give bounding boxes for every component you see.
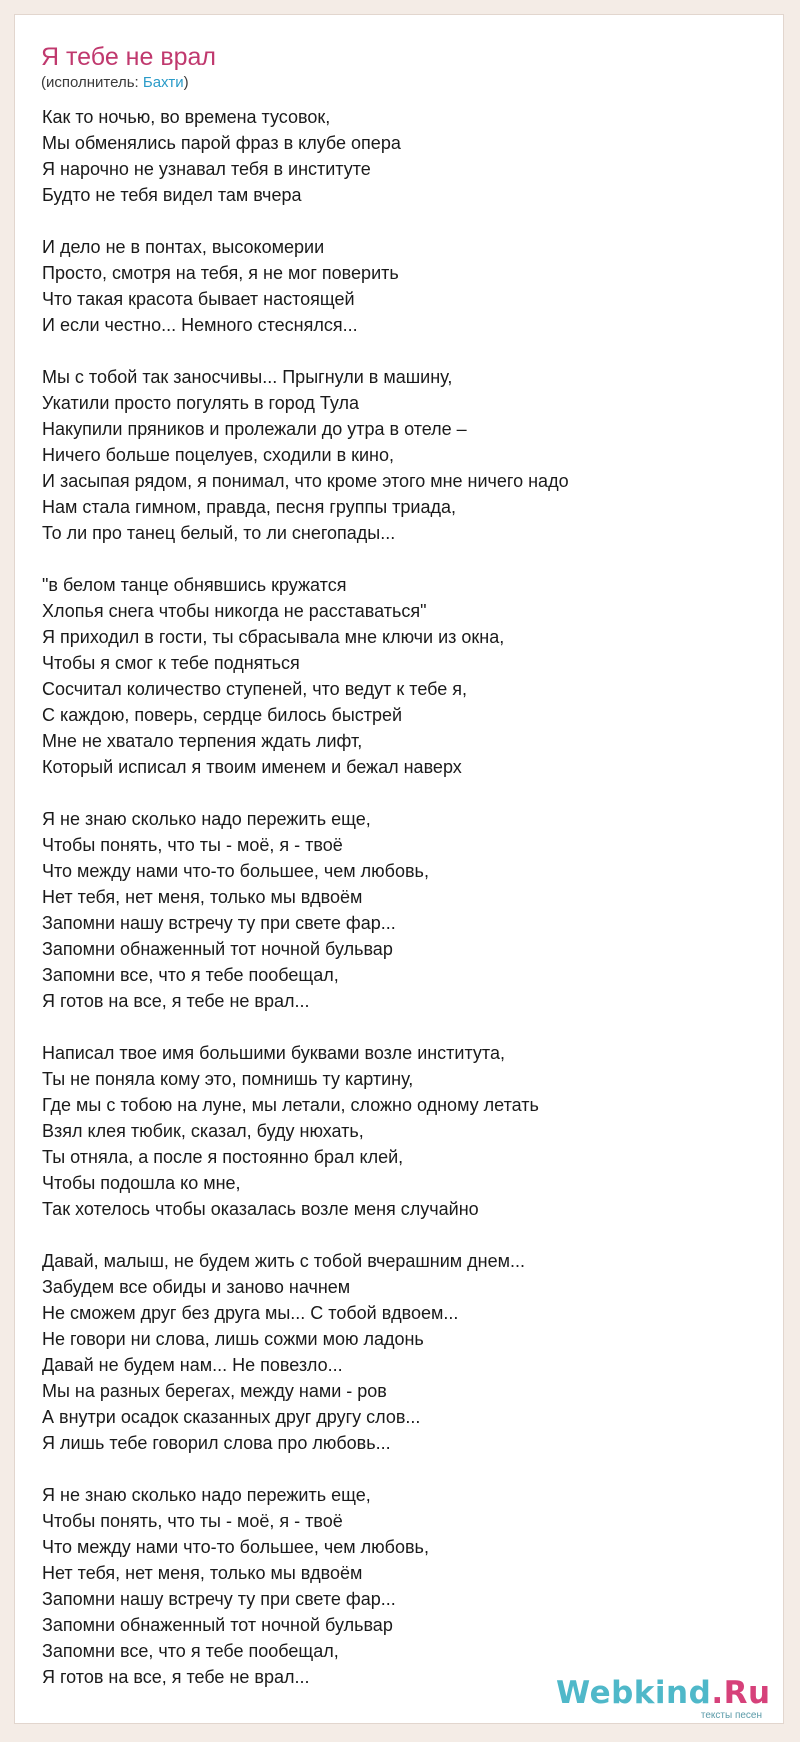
- stanza-break: [42, 780, 762, 806]
- lyric-line: Сосчитал количество ступеней, что ведут к тебе я,: [42, 679, 468, 699]
- logo-wordmark: [556, 1676, 771, 1710]
- stanza-break: [42, 208, 762, 234]
- lyric-line: Что между нами что-то большее, чем любовь,: [42, 1537, 429, 1557]
- lyric-line: Запомни нашу встречу ту при свете фар...: [42, 1589, 396, 1609]
- lyric-line: Нам стала гимном, правда, песня группы триада,: [42, 497, 457, 517]
- lyric-line: Укатили просто погулять в город Тула: [42, 393, 359, 413]
- lyric-line: Мы на разных берегах, между нами - ров: [42, 1381, 387, 1401]
- lyric-line: Запомни все, что я тебе пообещал,: [42, 1641, 339, 1661]
- lyric-line: Как то ночью, во времена тусовок,: [42, 107, 331, 127]
- lyric-line: Не сможем друг без друга мы... С тобой вдвоем...: [42, 1303, 459, 1323]
- artist-suffix: ): [183, 74, 189, 91]
- lyric-line: А внутри осадок сказанных друг другу слов...: [42, 1407, 421, 1427]
- lyric-line: Запомни все, что я тебе пообещал,: [42, 965, 339, 985]
- stanza-break: [42, 1014, 762, 1040]
- lyric-line: Накупили пряников и пролежали до утра в отеле –: [42, 419, 467, 439]
- lyric-line: Ты не поняла кому это, помнишь ту картину,: [42, 1069, 414, 1089]
- stanza-break: [42, 1456, 762, 1482]
- lyric-line: Я готов на все, я тебе не врал...: [42, 991, 310, 1011]
- lyric-line: Запомни нашу встречу ту при свете фар...: [42, 913, 396, 933]
- webkind-logo[interactable]: [556, 1676, 770, 1722]
- lyric-line: И засыпая рядом, я понимал, что кроме этого мне ничего надо: [42, 471, 569, 491]
- lyric-line: Чтобы понять, что ты - моё, я - твоё: [42, 1511, 343, 1531]
- lyric-line: Где мы с тобою на луне, мы летали, сложно одному летать: [42, 1095, 539, 1115]
- lyric-line: Я лишь тебе говорил слова про любовь...: [42, 1433, 391, 1453]
- stanza-break: [42, 1222, 762, 1248]
- lyric-line: Хлопья снега чтобы никогда не расставаться": [42, 601, 427, 621]
- lyric-line: Нет тебя, нет меня, только мы вдвоём: [42, 1563, 363, 1583]
- lyric-line: Забудем все обиды и заново начнем: [42, 1277, 351, 1297]
- artist-link[interactable]: Бахти: [142, 74, 184, 91]
- lyric-line: Ты отняла, а после я постоянно брал клей,: [42, 1147, 404, 1167]
- lyric-line: Нет тебя, нет меня, только мы вдвоём: [42, 887, 363, 907]
- lyric-line: Чтобы я смог к тебе подняться: [42, 653, 300, 673]
- lyric-line: Запомни обнаженный тот ночной бульвар: [42, 939, 393, 959]
- stanza-break: [42, 546, 762, 572]
- lyric-line: "в белом танце обнявшись кружатся: [42, 575, 347, 595]
- lyric-line: Не говори ни слова, лишь сожми мою ладонь: [42, 1329, 424, 1349]
- stanza-break: [42, 338, 762, 364]
- song-title: Я тебе не врал: [41, 43, 217, 71]
- lyric-line: Мы с тобой так заносчивы... Прыгнули в машину,: [42, 367, 453, 387]
- lyrics-text: [42, 104, 762, 1690]
- lyric-line: И если честно... Немного стеснялся...: [42, 315, 358, 335]
- lyric-line: Мы обменялись парой фраз в клубе опера: [42, 133, 401, 153]
- lyric-line: Давай, малыш, не будем жить с тобой вчерашним днем...: [42, 1251, 526, 1271]
- lyric-line: Я не знаю сколько надо пережить еще,: [42, 1485, 371, 1505]
- lyric-line: Я готов на все, я тебе не врал...: [42, 1667, 310, 1687]
- logo-brand: Webkind: [556, 1675, 712, 1711]
- lyric-line: Запомни обнаженный тот ночной бульвар: [42, 1615, 393, 1635]
- lyric-line: Я приходил в гости, ты сбрасывала мне ключи из окна,: [42, 627, 505, 647]
- lyric-line: Чтобы понять, что ты - моё, я - твоё: [42, 835, 343, 855]
- lyric-line: Чтобы подошла ко мне,: [42, 1173, 241, 1193]
- logo-domain: .Ru: [711, 1675, 771, 1711]
- lyric-line: Просто, смотря на тебя, я не мог поверить: [42, 263, 399, 283]
- lyric-line: Так хотелось чтобы оказалась возле меня случайно: [42, 1199, 479, 1219]
- logo-tagline: тексты песен: [700, 1710, 762, 1721]
- lyric-line: Взял клея тюбик, сказал, буду нюхать,: [42, 1121, 364, 1141]
- lyric-line: Ничего больше поцелуев, сходили в кино,: [42, 445, 395, 465]
- lyric-line: То ли про танец белый, то ли снегопады...: [42, 523, 396, 543]
- lyric-line: Я не знаю сколько надо пережить еще,: [42, 809, 371, 829]
- lyric-line: И дело не в понтах, высокомерии: [42, 237, 325, 257]
- lyric-line: С каждою, поверь, сердце билось быстрей: [42, 705, 403, 725]
- artist-line: [41, 73, 189, 93]
- lyric-line: Что между нами что-то большее, чем любовь,: [42, 861, 429, 881]
- lyric-line: Будто не тебя видел там вчера: [42, 185, 302, 205]
- lyric-line: Я нарочно не узнавал тебя в институте: [42, 159, 371, 179]
- lyric-line: Что такая красота бывает настоящей: [42, 289, 355, 309]
- lyric-line: Давай не будем нам... Не повезло...: [42, 1355, 343, 1375]
- lyric-line: Который исписал я твоим именем и бежал наверх: [42, 757, 462, 777]
- artist-prefix: (исполнитель:: [41, 74, 143, 91]
- lyric-line: Написал твое имя большими буквами возле института,: [42, 1043, 505, 1063]
- lyric-line: Мне не хватало терпения ждать лифт,: [42, 731, 363, 751]
